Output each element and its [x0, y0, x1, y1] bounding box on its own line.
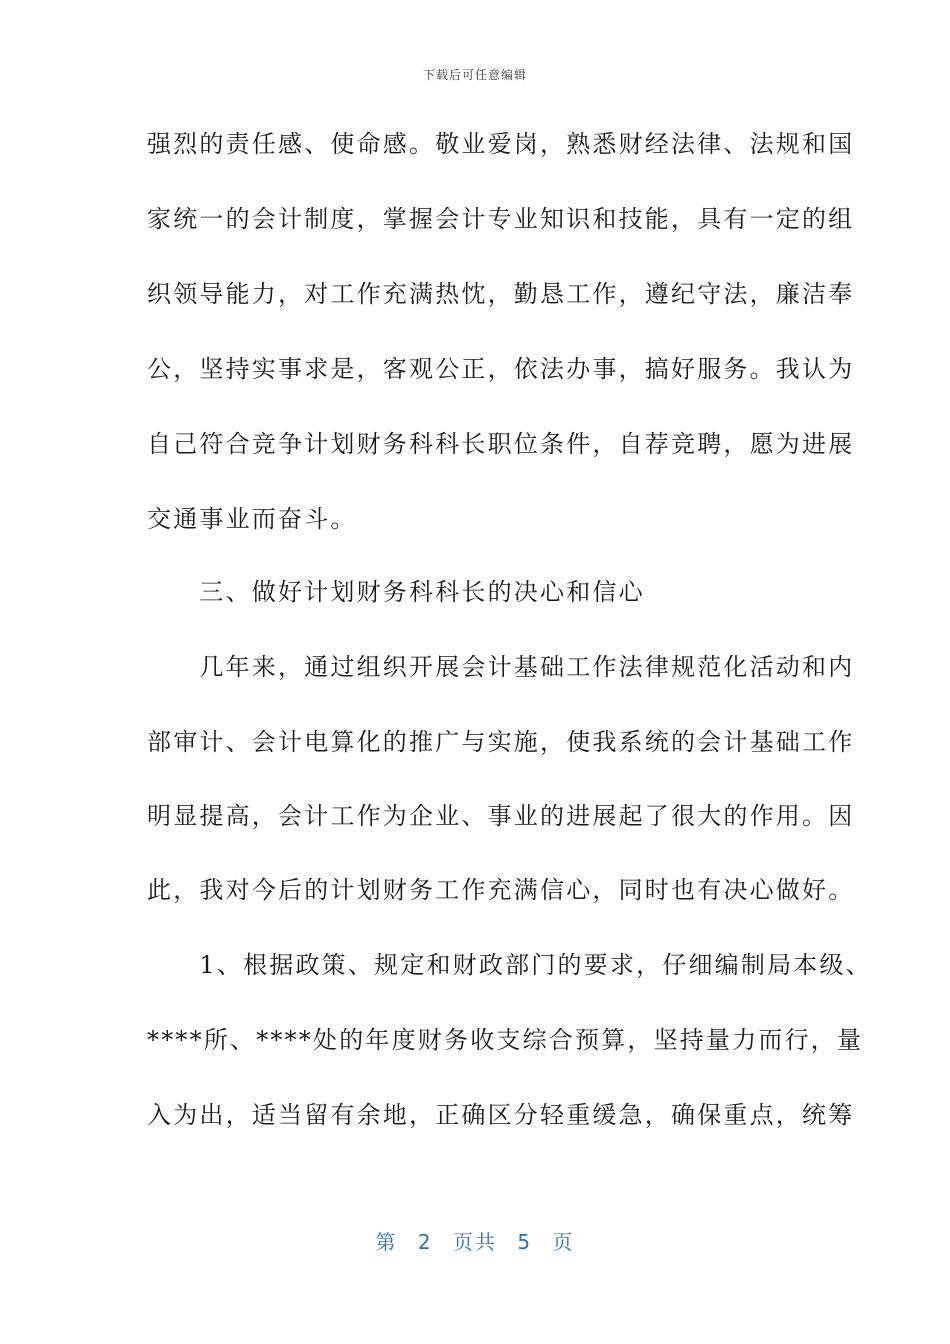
body-line: 交通事业而奋斗。 [147, 505, 357, 533]
page-footer [0, 1226, 950, 1255]
page-number: 2 [417, 1230, 433, 1254]
body-line: 家统一的会计制度，掌握会计专业知识和技能，具有一定的组 [147, 205, 855, 233]
body-line: 1、根据政策、规定和财政部门的要求，仔细编制局本级、 [147, 951, 872, 979]
body-line: 自己符合竞争计划财务科科长职位条件，自荐竞聘，愿为进展 [147, 430, 855, 458]
body-line: 部审计、会计电算化的推广与实施，使我系统的会计基础工作 [147, 728, 855, 756]
page-suffix: 页 [552, 1230, 575, 1254]
section-heading: 三、做好计划财务科科长的决心和信心 [147, 578, 645, 606]
body-line: 此，我对今后的计划财务工作充满信心，同时也有决心做好。 [147, 876, 855, 904]
body-line: 明显提高，会计工作为企业、事业的进展起了很大的作用。因 [147, 802, 855, 830]
total-pages: 5 [517, 1230, 533, 1254]
body-line: 强烈的责任感、使命感。敬业爱岗，熟悉财经法律、法规和国 [147, 130, 855, 158]
page-header: 下载后可任意编辑 [422, 68, 527, 82]
body-line: ****所、****处的年度财务收支综合预算，坚持量力而行，量 [147, 1026, 864, 1054]
body-line: 几年来，通过组织开展会计基础工作法律规范化活动和内 [147, 653, 855, 681]
page-mid: 页共 [453, 1230, 497, 1254]
body-line: 公，坚持实事求是，客观公正，依法办事，搞好服务。我认为 [147, 355, 855, 383]
body-line: 入为出，适当留有余地，正确区分轻重缓急，确保重点，统筹 [147, 1101, 855, 1129]
page-prefix: 第 [375, 1230, 398, 1254]
body-line: 织领导能力，对工作充满热忱，勤恳工作，遵纪守法，廉洁奉 [147, 280, 855, 308]
